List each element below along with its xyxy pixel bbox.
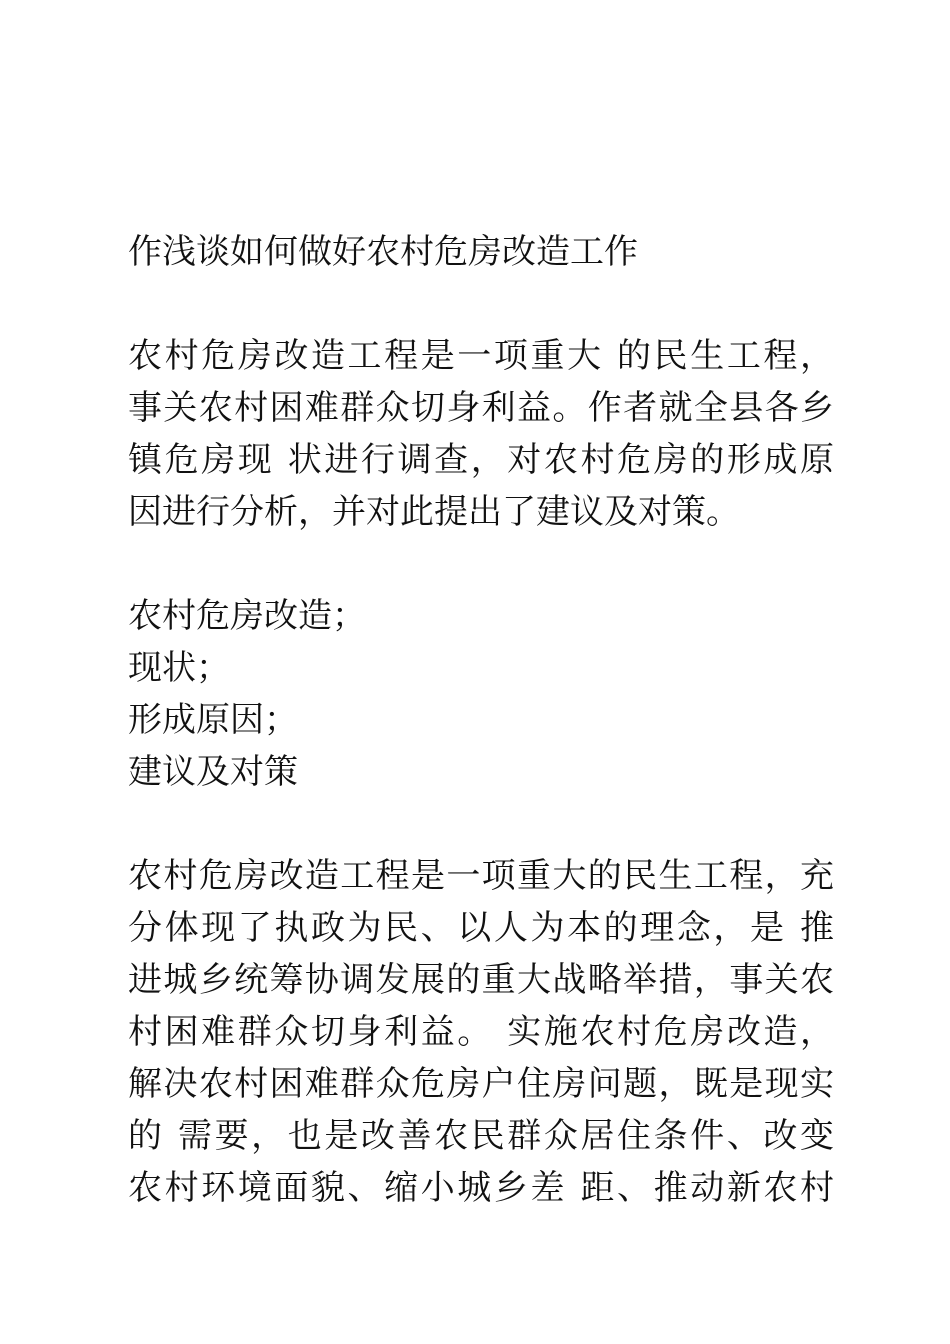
body-line: 农村危房改造工程是一项重大的民生工程，充	[128, 856, 834, 896]
body-line: 进城乡统筹协调发展的重大战略举措，事关农	[128, 960, 834, 1000]
body-line: 分体现了执政为民、以人为本的理念，是 推	[128, 908, 834, 948]
abstract-line: 事关农村困难群众切身利益。作者就全县各乡	[128, 388, 834, 428]
body-line: 村困难群众切身利益。 实施农村危房改造，	[128, 1012, 834, 1052]
body-line: 解决农村困难群众危房户住房问题，既是现实	[128, 1064, 834, 1104]
keyword-item: 农村危房改造；	[128, 596, 366, 636]
abstract-paragraph	[128, 330, 834, 538]
abstract-line: 农村危房改造工程是一项重大 的民生工程，	[128, 336, 834, 376]
keyword-item: 形成原因；	[128, 700, 298, 740]
document-title: 作浅谈如何做好农村危房改造工作	[128, 232, 638, 272]
keyword-item: 现状；	[128, 648, 230, 688]
body-paragraph	[128, 850, 834, 1214]
abstract-line: 镇危房现 状进行调查，对农村危房的形成原	[128, 440, 834, 480]
body-line: 的 需要，也是改善农民群众居住条件、改变	[128, 1116, 834, 1156]
document-page	[128, 226, 834, 1214]
keywords-list	[128, 590, 834, 798]
body-line: 农村环境面貌、缩小城乡差 距、推动新农村	[128, 1168, 834, 1208]
keyword-item: 建议及对策	[128, 752, 298, 792]
abstract-line: 因进行分析，并对此提出了建议及对策。	[128, 492, 740, 532]
